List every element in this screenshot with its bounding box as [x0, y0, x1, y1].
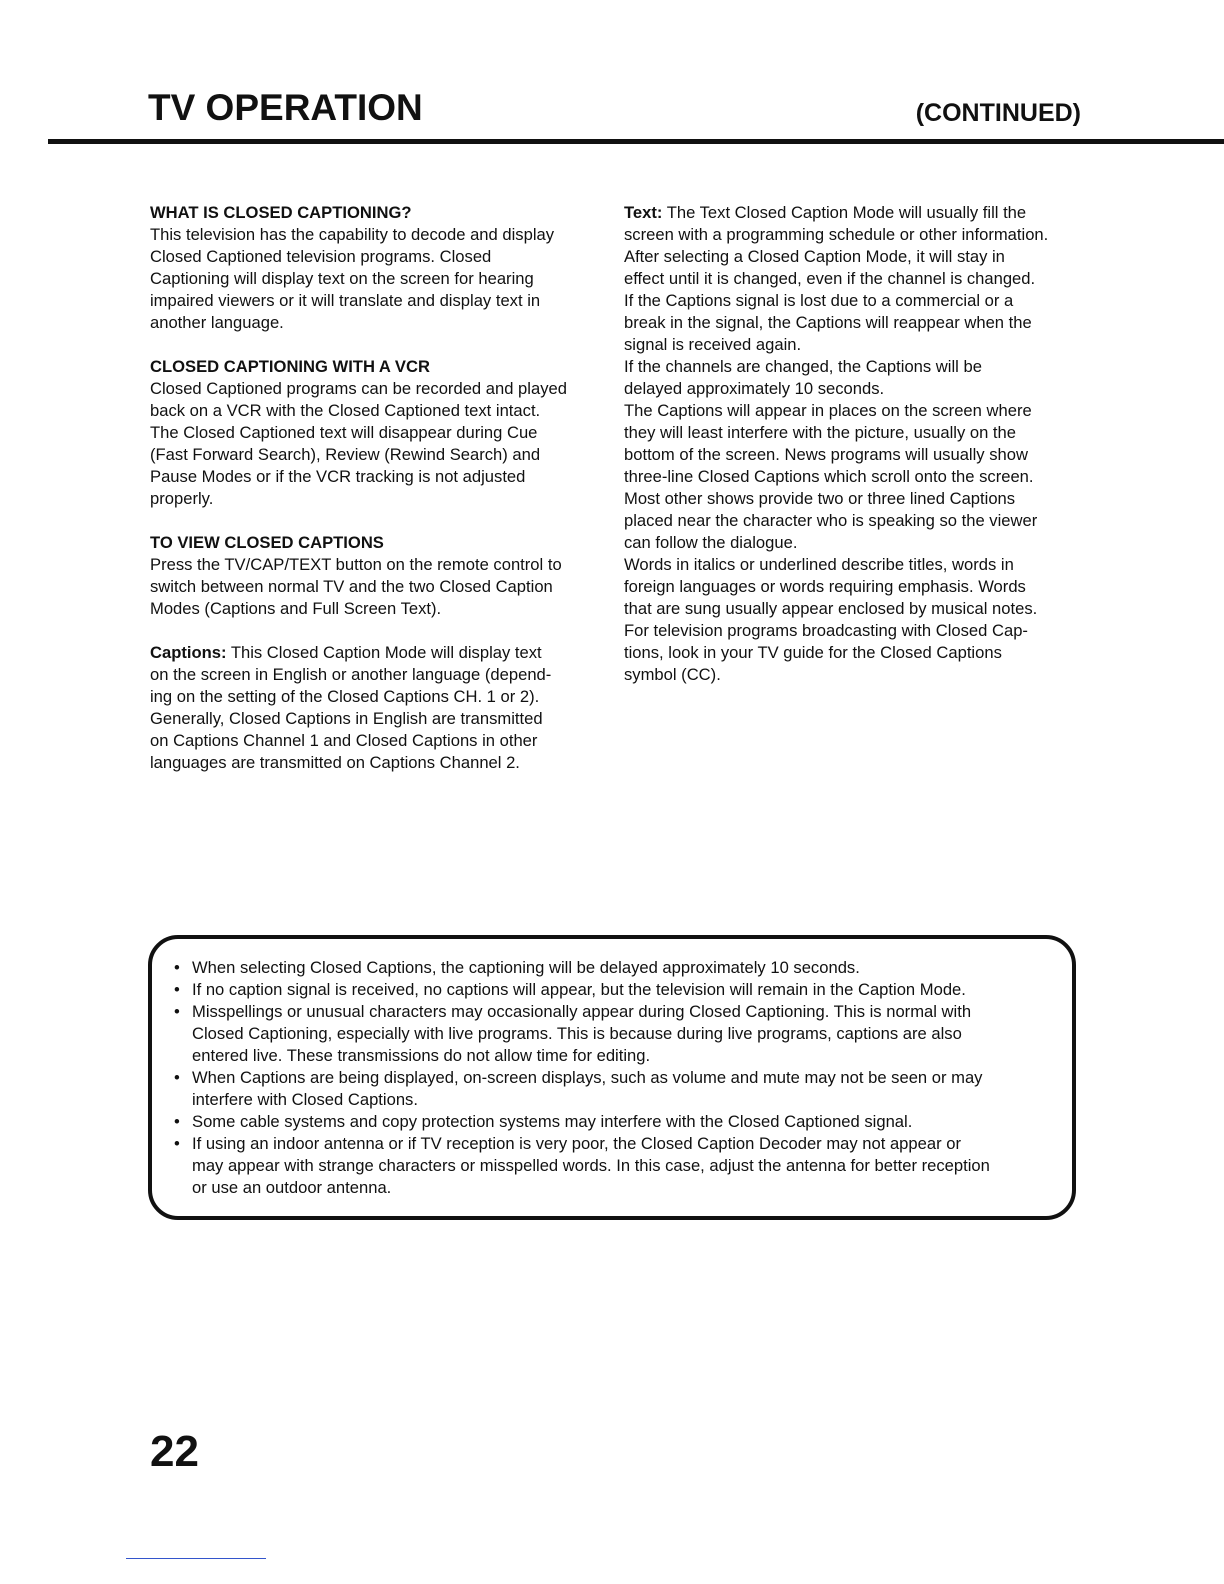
section-heading: WHAT IS CLOSED CAPTIONING?	[150, 203, 412, 222]
section-body	[150, 642, 610, 774]
text-line: The Captions will appear in places on the screen where	[624, 401, 1032, 420]
bullet-icon: •	[174, 1068, 180, 1087]
text-line: foreign languages or words requiring emphasis. Words	[624, 577, 1026, 596]
footer-divider	[126, 1558, 266, 1559]
text-line: or use an outdoor antenna.	[192, 1178, 392, 1197]
text-line: This television has the capability to decode and display	[150, 225, 555, 244]
text-line: on the screen in English or another language (depend-	[150, 665, 552, 684]
text-fragment: The Text Closed Caption Mode will usually fill the	[662, 203, 1027, 222]
text-line: signal is received again.	[624, 335, 802, 354]
bullet-icon: •	[174, 1134, 180, 1153]
text-line: break in the signal, the Captions will reappear when the	[624, 313, 1032, 332]
section-body	[150, 554, 610, 620]
text-line: back on a VCR with the Closed Captioned text intact.	[150, 401, 541, 420]
text-line: After selecting a Closed Caption Mode, it will stay in	[624, 247, 1005, 266]
text-line: bottom of the screen. News programs will usually show	[624, 445, 1028, 464]
bullet-icon: •	[174, 1002, 180, 1021]
section-what-is-cc	[150, 202, 610, 334]
right-column	[624, 202, 1080, 686]
text-line	[150, 642, 610, 664]
text-line: Generally, Closed Captions in English are transmitted	[150, 709, 543, 728]
text-line: on Captions Channel 1 and Closed Captions in other	[150, 731, 538, 750]
text-line: another language.	[150, 313, 284, 332]
text-line: may appear with strange characters or misspelled words. In this case, adjust the antenna for better reception	[192, 1156, 990, 1175]
bullet-icon: •	[174, 980, 180, 999]
text-line: languages are transmitted on Captions Channel 2.	[150, 753, 520, 772]
section-heading: TO VIEW CLOSED CAPTIONS	[150, 533, 384, 552]
text-line: For television programs broadcasting with Closed Cap-	[624, 621, 1028, 640]
text-line: that are sung usually appear enclosed by musical notes.	[624, 599, 1038, 618]
section-view-cc	[150, 532, 610, 620]
left-column	[150, 202, 610, 796]
text-line: Some cable systems and copy protection systems may interfere with the Closed Captioned signal.	[192, 1112, 913, 1131]
text-line: Closed Captioned programs can be recorded and played	[150, 379, 567, 398]
text-line: If the channels are changed, the Captions will be	[624, 357, 982, 376]
text-mode-body	[624, 202, 1080, 686]
note-item	[172, 1133, 1072, 1199]
text-line: ing on the setting of the Closed Captions CH. 1 or 2).	[150, 687, 540, 706]
text-line: delayed approximately 10 seconds.	[624, 379, 885, 398]
text-line: Pause Modes or if the VCR tracking is not adjusted	[150, 467, 526, 486]
page-title: TV OPERATION	[148, 87, 423, 128]
header-divider	[48, 139, 1224, 144]
text-line: properly.	[150, 489, 214, 508]
section-cc-with-vcr	[150, 356, 610, 510]
text-line: If using an indoor antenna or if TV reception is very poor, the Closed Caption Decoder may not appear or	[192, 1134, 961, 1153]
text-lead: Text:	[624, 203, 663, 222]
section-body	[150, 224, 610, 334]
text-line: If the Captions signal is lost due to a commercial or a	[624, 291, 1014, 310]
text-line: effect until it is changed, even if the channel is changed.	[624, 269, 1036, 288]
text-line: Closed Captioned television programs. Closed	[150, 247, 492, 266]
text-line: interfere with Closed Captions.	[192, 1090, 418, 1109]
text-line: screen with a programming schedule or other information.	[624, 225, 1049, 244]
page-number: 22	[150, 1427, 199, 1476]
note-item	[172, 979, 1072, 1001]
text-line: three-line Closed Captions which scroll onto the screen.	[624, 467, 1034, 486]
text-line: (Fast Forward Search), Review (Rewind Search) and	[150, 445, 541, 464]
text-line: Words in italics or underlined describe titles, words in	[624, 555, 1014, 574]
text-line: placed near the character who is speaking so the viewer	[624, 511, 1038, 530]
captions-lead: Captions:	[150, 643, 227, 662]
bullet-icon: •	[174, 958, 180, 977]
section-captions-mode	[150, 642, 610, 774]
note-item	[172, 1067, 1072, 1111]
text-line: If no caption signal is received, no captions will appear, but the television will remain in the Caption Mode.	[192, 980, 966, 999]
text-line: Captioning will display text on the screen for hearing	[150, 269, 534, 288]
text-line: Most other shows provide two or three lined Captions	[624, 489, 1016, 508]
text-line: Misspellings or unusual characters may occasionally appear during Closed Captioning. This is normal with	[192, 1002, 972, 1021]
text-line: they will least interfere with the picture, usually on the	[624, 423, 1016, 442]
text-line: tions, look in your TV guide for the Closed Captions	[624, 643, 1002, 662]
text-line: Closed Captioning, especially with live programs. This is because during live programs, captions are also	[192, 1024, 962, 1043]
section-body	[150, 378, 610, 510]
note-item	[172, 1001, 1072, 1067]
text-line: symbol (CC).	[624, 665, 721, 684]
note-item	[172, 1111, 1072, 1133]
text-line: entered live. These transmissions do not allow time for editing.	[192, 1046, 651, 1065]
text-line: The Closed Captioned text will disappear during Cue	[150, 423, 538, 442]
text-line: can follow the dialogue.	[624, 533, 798, 552]
text-fragment: This Closed Caption Mode will display text	[226, 643, 542, 662]
text-line: When Captions are being displayed, on-screen displays, such as volume and mute may not be seen or may	[192, 1068, 983, 1087]
bullet-icon: •	[174, 1112, 180, 1131]
text-line: When selecting Closed Captions, the captioning will be delayed approximately 10 seconds.	[192, 958, 860, 977]
text-line	[624, 202, 1080, 224]
continued-label: (CONTINUED)	[915, 99, 1081, 127]
section-heading: CLOSED CAPTIONING WITH A VCR	[150, 357, 430, 376]
text-line: Modes (Captions and Full Screen Text).	[150, 599, 442, 618]
note-item	[172, 957, 1072, 979]
text-line: switch between normal TV and the two Closed Caption	[150, 577, 553, 596]
text-line: impaired viewers or it will translate and display text in	[150, 291, 541, 310]
notes-list	[172, 957, 1072, 1199]
text-line: Press the TV/CAP/TEXT button on the remote control to	[150, 555, 562, 574]
